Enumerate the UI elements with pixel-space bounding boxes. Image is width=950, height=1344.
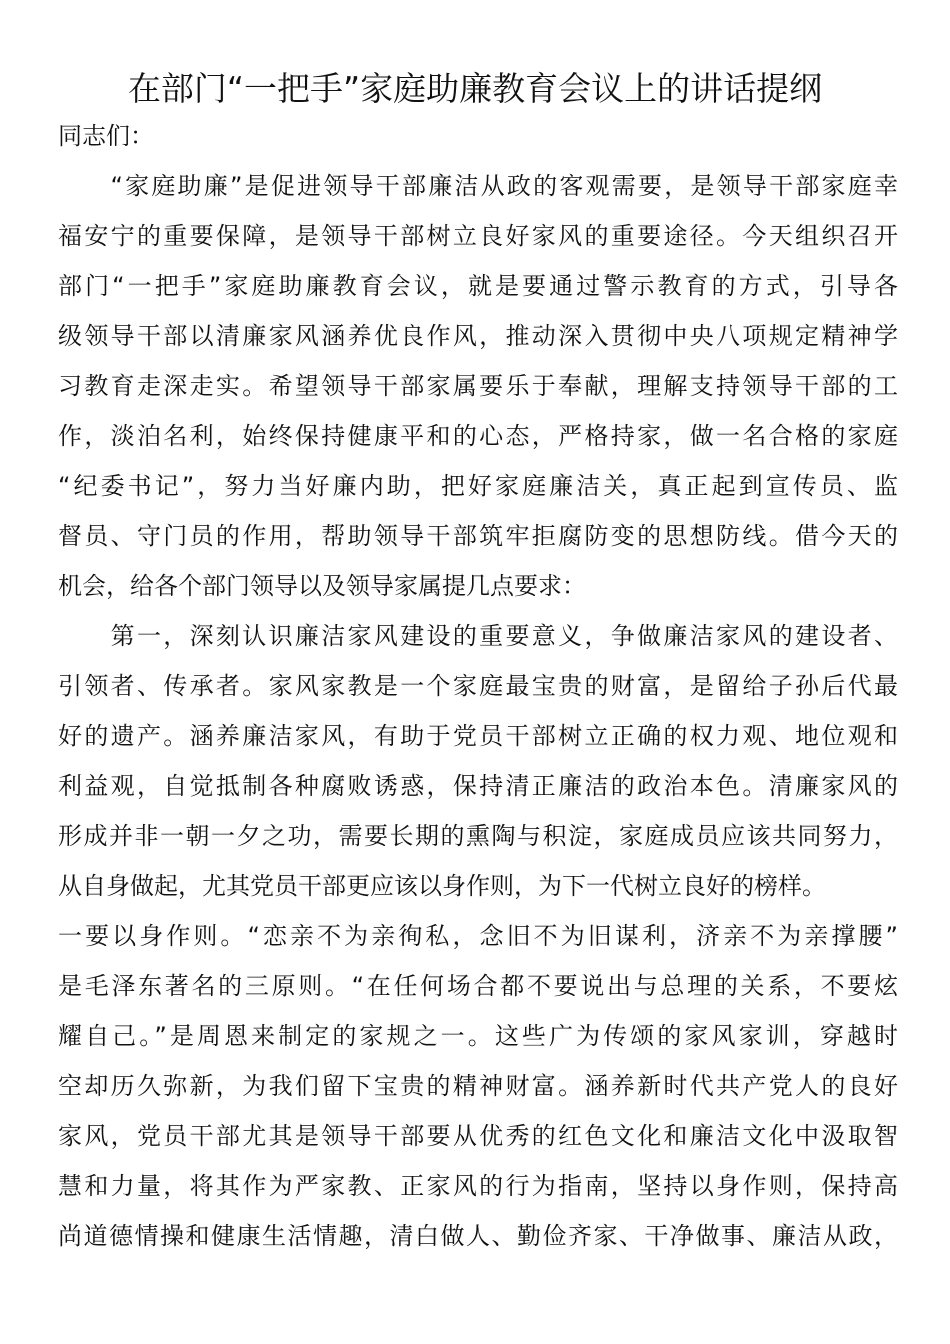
paragraph-line: 级领导干部以清廉家风涵养优良作风，推动深入贯彻中央八项规定精神学 — [58, 322, 898, 350]
paragraph-line: 作，淡泊名利，始终保持健康平和的心态，严格持家，做一名合格的家庭 — [58, 422, 898, 450]
paragraph-line: 耀自己。”是周恩来制定的家规之一。这些广为传颂的家风家训，穿越时 — [58, 1022, 898, 1050]
salutation: 同志们： — [58, 122, 154, 150]
paragraph-line: 空却历久弥新，为我们留下宝贵的精神财富。涵养新时代共产党人的良好 — [58, 1072, 898, 1100]
paragraph-line: 形成并非一朝一夕之功，需要长期的熏陶与积淀，家庭成员应该共同努力， — [58, 822, 898, 850]
paragraph-line: 家风，党员干部尤其是领导干部要从优秀的红色文化和廉洁文化中汲取智 — [58, 1122, 898, 1150]
paragraph-line: 慧和力量，将其作为严家教、正家风的行为指南，坚持以身作则，保持高 — [58, 1172, 898, 1200]
paragraph-line: 利益观，自觉抵制各种腐败诱惑，保持清正廉洁的政治本色。清廉家风的 — [58, 772, 898, 800]
paragraph-line: 一要以身作则。“恋亲不为亲徇私，念旧不为旧谋利，济亲不为亲撑腰” — [58, 922, 898, 950]
document-title: 在部门“一把手”家庭助廉教育会议上的讲话提纲 — [127, 69, 823, 108]
paragraph-line: “家庭助廉”是促进领导干部廉洁从政的客观需要，是领导干部家庭幸 — [58, 172, 898, 200]
paragraph-line: 尚道德情操和健康生活情趣，清白做人、勤俭齐家、干净做事、廉洁从政， — [58, 1222, 898, 1250]
paragraph-line: 好的遗产。涵养廉洁家风，有助于党员干部树立正确的权力观、地位观和 — [58, 722, 898, 750]
paragraph-line: 福安宁的重要保障，是领导干部树立良好家风的重要途径。今天组织召开 — [58, 222, 898, 250]
paragraph-line: 习教育走深走实。希望领导干部家属要乐于奉献，理解支持领导干部的工 — [58, 372, 898, 400]
paragraph-line: “纪委书记”，努力当好廉内助，把好家庭廉洁关，真正起到宣传员、监 — [58, 472, 898, 500]
paragraph-line: 是毛泽东著名的三原则。“在任何场合都不要说出与总理的关系，不要炫 — [58, 972, 898, 1000]
paragraph-line: 引领者、传承者。家风家教是一个家庭最宝贵的财富，是留给子孙后代最 — [58, 672, 898, 700]
paragraph-line: 督员、守门员的作用，帮助领导干部筑牢拒腐防变的思想防线。借今天的 — [58, 522, 898, 550]
paragraph-line: 从自身做起，尤其党员干部更应该以身作则，为下一代树立良好的榜样。 — [58, 872, 826, 900]
paragraph-line: 第一，深刻认识廉洁家风建设的重要意义，争做廉洁家风的建设者、 — [58, 622, 898, 650]
paragraph-line: 部门“一把手”家庭助廉教育会议，就是要通过警示教育的方式，引导各 — [58, 272, 898, 300]
paragraph-line: 机会，给各个部门领导以及领导家属提几点要求： — [58, 572, 586, 600]
